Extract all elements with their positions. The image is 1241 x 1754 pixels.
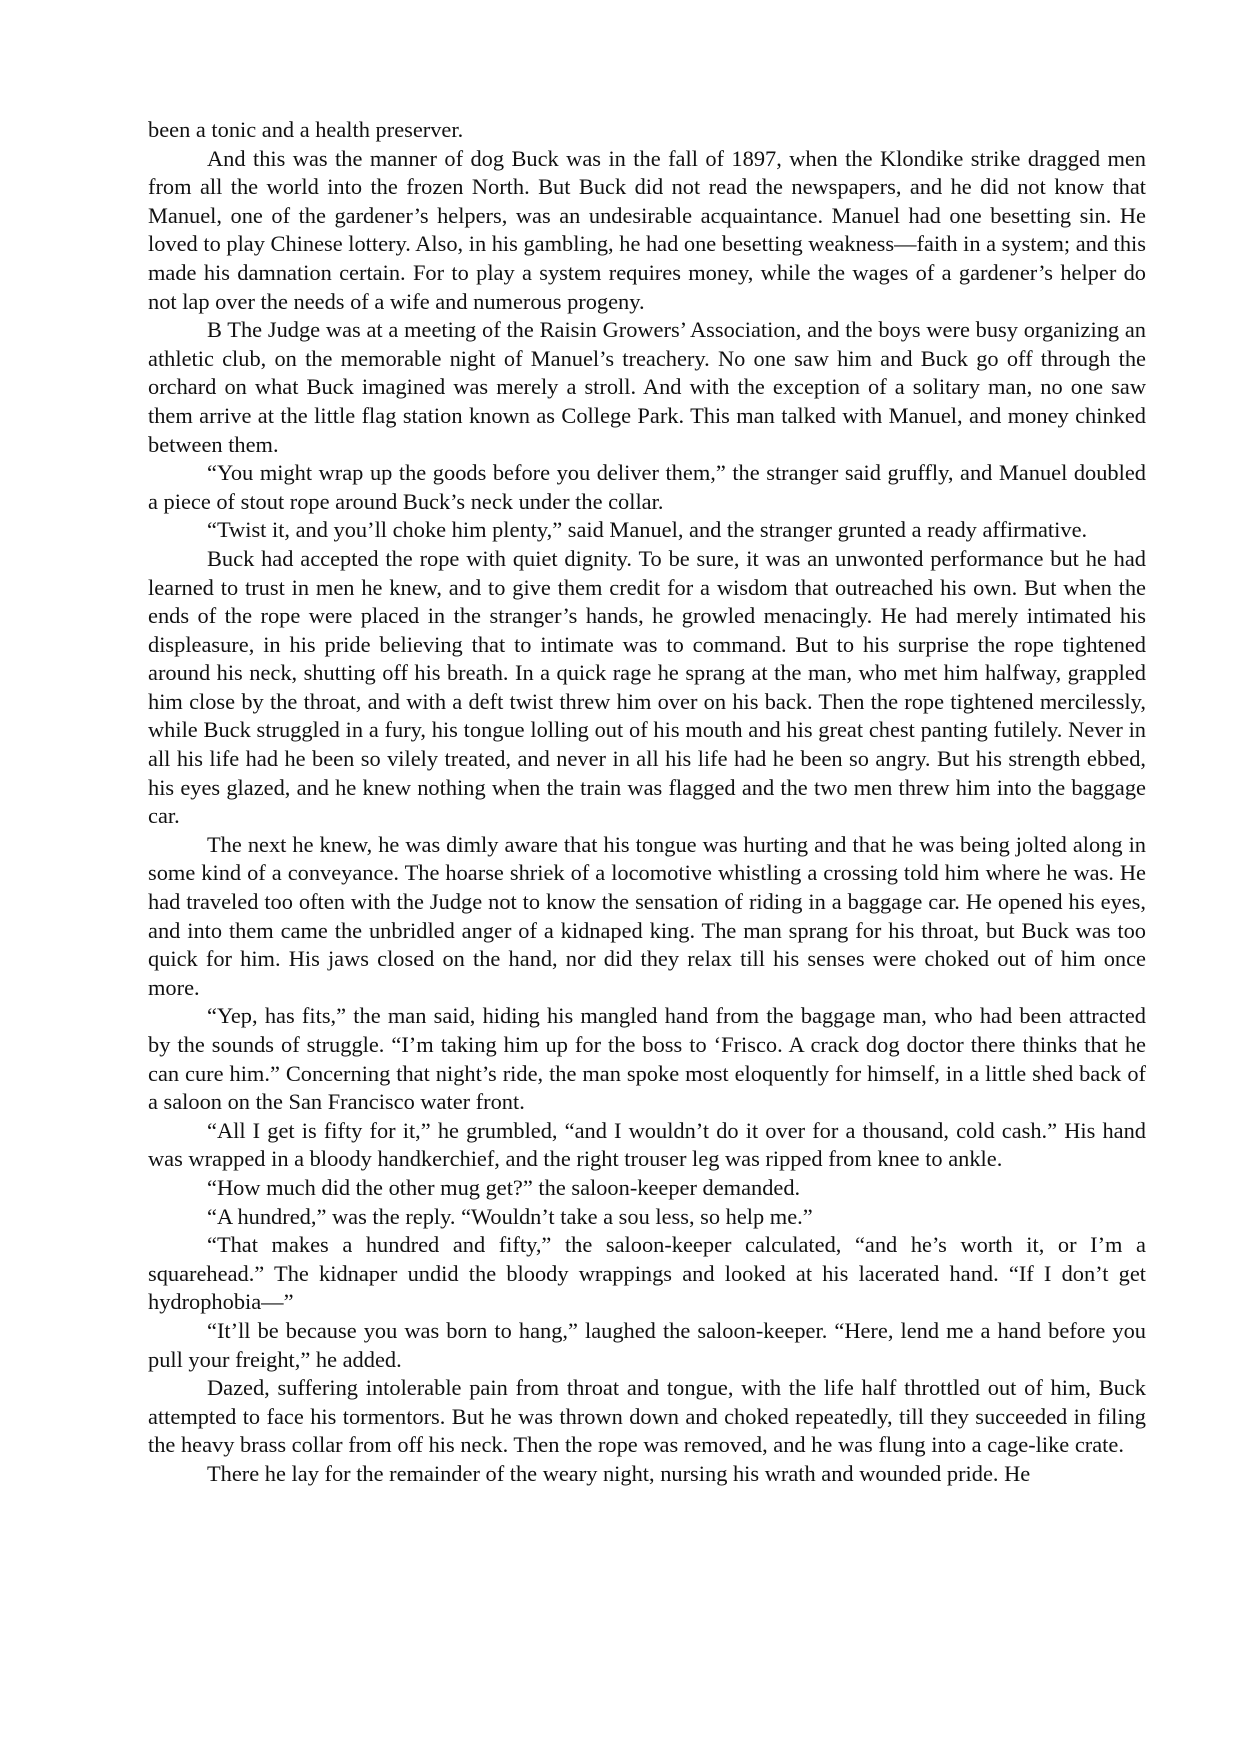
paragraph: Buck had accepted the rope with quiet dignity. To be sure, it was an unwonted performance but he had learned to trust in men he knew, and to give them credit for a wisdom that outreached his own. But when the ends of the rope were placed in the stranger’s hands, he growled menacingly. He had merely intimated his displeasure, in his pride believing that to intimate was to command. But to his surprise the rope tightened around his neck, shutting off his breath. In a quick rage he sprang at the man, who met him halfway, grappled him close by the throat, and with a deft twist threw him over on his back. Then the rope tightened mercilessly, while Buck struggled in a fury, his tongue lolling out of his mouth and his great chest panting futilely. Never in all his life had he been so vilely treated, and never in all his life had he been so angry. But his strength ebbed, his eyes glazed, and he knew nothing when the train was flagged and the two men threw him into the baggage car. [148,545,1146,829]
paragraph: “How much did the other mug get?” the saloon-keeper demanded. [207,1174,801,1200]
paragraph: The next he knew, he was dimly aware that his tongue was hurting and that he was being jolted along in some kind of a conveyance. The hoarse shriek of a locomotive whistling a crossing told him where he was. He had traveled too often with the Judge not to know the sensation of riding in a baggage car. He opened his eyes, and into them came the unbridled anger of a kidnaped king. The man sprang for his throat, but Buck was too quick for him. His jaws closed on the hand, nor did they relax till his senses were choked out of him once more. [148,831,1146,1000]
paragraph: “Twist it, and you’ll choke him plenty,” said Manuel, and the stranger grunted a ready affirmative. [207,517,1088,543]
paragraph: “A hundred,” was the reply. “Wouldn’t take a sou less, so help me.” [207,1203,813,1229]
page-body [148,116,1146,1489]
paragraph: And this was the manner of dog Buck was in the fall of 1897, when the Klondike strike dragged men from all the world into the frozen North. But Buck did not read the newspapers, and he did not know that Manuel, one of the gardener’s helpers, was an undesirable acquaintance. Manuel had one besetting sin. He loved to play Chinese lottery. Also, in his gambling, he had one besetting weakness—faith in a system; and this made his damnation certain. For to play a system requires money, while the wages of a gardener’s helper do not lap over the needs of a wife and numerous progeny. [148,145,1146,314]
paragraph: been a tonic and a health preserver. [148,117,464,142]
paragraph: There he lay for the remainder of the weary night, nursing his wrath and wounded pride. He [207,1460,1031,1486]
paragraph: B The Judge was at a meeting of the Raisin Growers’ Association, and the boys were busy organizing an athletic club, on the memorable night of Manuel’s treachery. No one saw him and Buck go off through the orchard on what Buck imagined was merely a stroll. And with the exception of a solitary man, no one saw them arrive at the little flag station known as College Park. This man talked with Manuel, and money chinked between them. [148,317,1146,457]
paragraph: “That makes a hundred and fifty,” the saloon-keeper calculated, “and he’s worth it, or I’m a squarehead.” The kidnaper undid the bloody wrappings and looked at his lacerated hand. “If I don’t get hydrophobia—” [148,1232,1146,1315]
paragraph: Dazed, suffering intolerable pain from throat and tongue, with the life half throttled out of him, Buck attempted to face his tormentors. But he was thrown down and choked repeatedly, till they succeeded in filing the heavy brass collar from off his neck. Then the rope was removed, and he was flung into a cage-like crate. [148,1375,1146,1458]
paragraph: “Yep, has fits,” the man said, hiding his mangled hand from the baggage man, who had been attracted by the sounds of struggle. “I’m taking him up for the boss to ‘Frisco. A crack dog doctor there thinks that he can cure him.” Concerning that night’s ride, the man spoke most eloquently for himself, in a little shed back of a saloon on the San Francisco water front. [148,1003,1146,1115]
paragraph: “You might wrap up the goods before you deliver them,” the stranger said gruffly, and Manuel doubled a piece of stout rope around Buck’s neck under the collar. [148,460,1146,514]
paragraph: “All I get is fifty for it,” he grumbled, “and I wouldn’t do it over for a thousand, cold cash.” His hand was wrapped in a bloody handkerchief, and the right trouser leg was ripped from knee to ankle. [148,1117,1146,1172]
paragraph: “It’ll be because you was born to hang,” laughed the saloon-keeper. “Here, lend me a hand before you pull your freight,” he added. [148,1317,1146,1372]
